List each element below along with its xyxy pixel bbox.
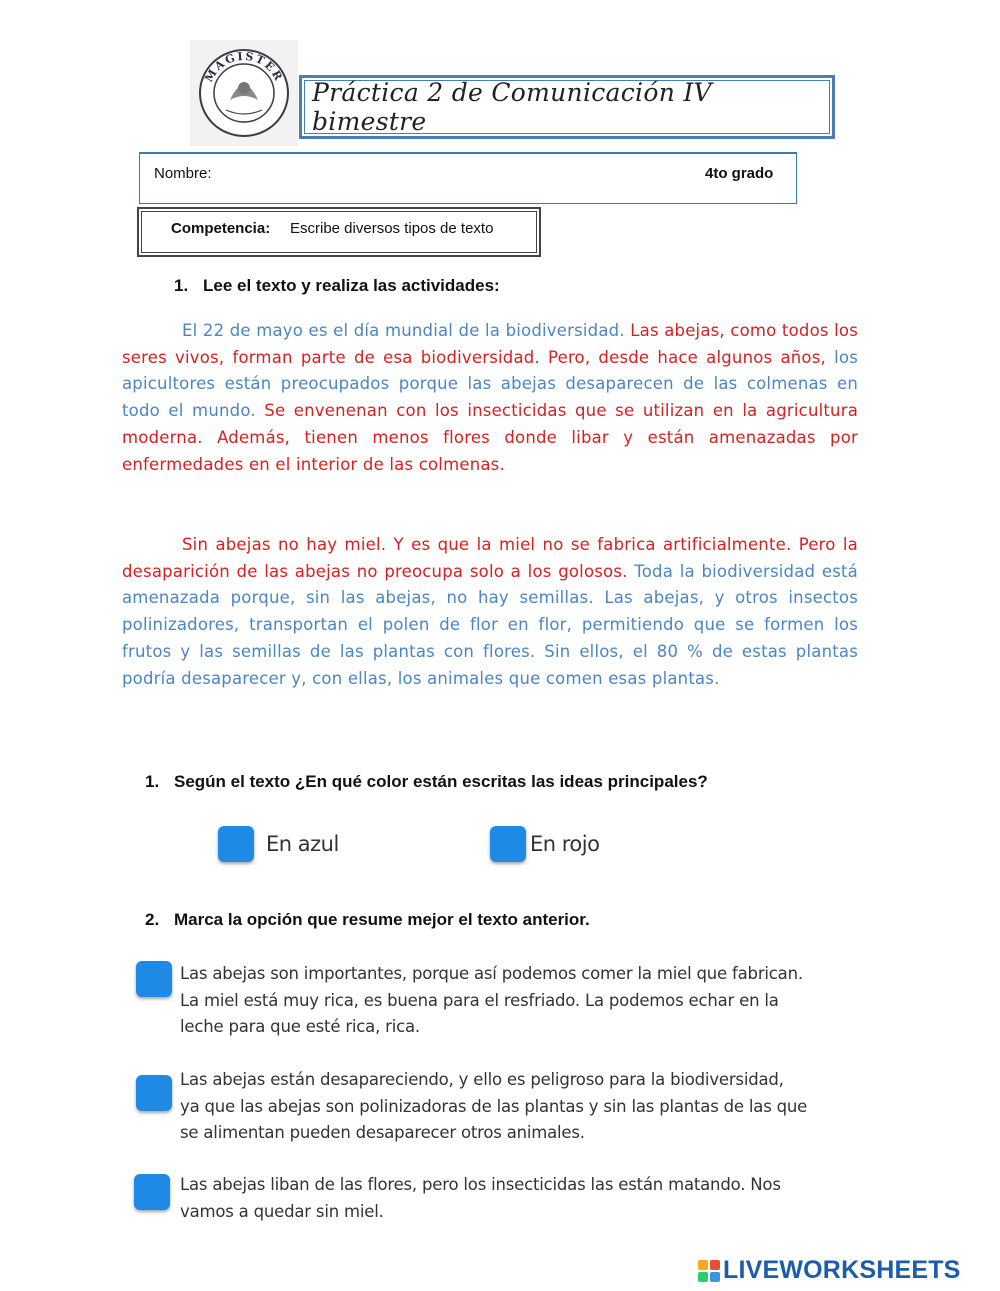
competencia-value: Escribe diversos tipos de texto xyxy=(290,220,494,237)
q2-option-1-text xyxy=(180,961,803,1041)
q1-option-rojo-checkbox[interactable] xyxy=(490,826,526,862)
brand-block xyxy=(698,1260,708,1270)
q2-option-3-checkbox[interactable] xyxy=(134,1174,170,1210)
brand-block xyxy=(710,1260,720,1270)
instruction-text: Lee el texto y realiza las actividades: xyxy=(203,276,500,295)
summary-line: Las abejas son importantes, porque así podemos comer la miel que fabrican. xyxy=(180,964,803,983)
school-logo xyxy=(190,40,298,146)
q2-option-3-text xyxy=(180,1172,781,1225)
summary-line: vamos a quedar sin miel. xyxy=(180,1201,384,1221)
passage-segment: Toda la biodiversidad está amenazada porque, sin las abejas, no hay semillas. Las abejas, y otros insectos polinizadores, transportan el polen de flor en flor, permitiendo que se formen los frutos y las semillas de las plantas con flores. Sin ellos, el 80 % de estas plantas podría desaparecer y, con ellas, los animales que comen esas plantas. xyxy=(122,561,858,688)
competencia-box xyxy=(137,207,541,257)
question-2-number: 2. xyxy=(145,910,160,929)
school-seal-icon xyxy=(190,40,298,146)
passage-paragraph-2 xyxy=(122,532,858,692)
q1-option-azul-checkbox[interactable] xyxy=(218,826,254,862)
question-1-text: Según el texto ¿En qué color están escritas las ideas principales? xyxy=(174,772,708,791)
passage-paragraph-1 xyxy=(122,318,858,478)
student-info-box xyxy=(139,152,797,204)
q2-option-1-checkbox[interactable] xyxy=(136,961,172,997)
q1-option-azul-label: En azul xyxy=(266,832,339,856)
grade-label: 4to grado xyxy=(705,165,774,182)
passage-segment: El 22 de mayo es el día mundial de la biodiversidad. xyxy=(182,321,631,340)
nombre-label: Nombre: xyxy=(154,165,212,182)
liveworksheets-brand xyxy=(698,1256,961,1285)
passage-segment: Las abejas, como todos los seres vivos, forman parte de esa biodiversidad. Pero, desde hace algunos años, xyxy=(122,321,859,367)
question-1-number: 1. xyxy=(145,772,160,791)
brand-block xyxy=(710,1272,720,1282)
question-2-text: Marca la opción que resume mejor el texto anterior. xyxy=(174,910,590,929)
summary-line: leche para que esté rica, rica. xyxy=(180,1017,420,1036)
brand-text: LIVEWORKSHEETS xyxy=(723,1256,961,1284)
q2-option-2-text xyxy=(180,1067,807,1147)
svg-text:MAGISTER: MAGISTER xyxy=(202,49,286,85)
summary-line: Las abejas liban de las flores, pero los insecticidas las están matando. Nos xyxy=(180,1175,781,1194)
passage-segment: Sin abejas no hay miel. Y es que la miel no se fabrica artificialmente. Pero la desaparición de las abejas no preocupa solo a los golosos. xyxy=(122,535,858,581)
competencia-label: Competencia: xyxy=(171,220,271,237)
brand-logo-icon xyxy=(698,1260,720,1282)
page-title: Práctica 2 de Comunicación IV bimestre xyxy=(312,78,712,136)
passage-segment: los apicultores están preocupados porque las abejas desaparecen de las colmenas en todo el mundo. xyxy=(122,347,858,421)
passage-segment: Se envenenan con los insecticidas que se utilizan en la agricultura moderna. Además, tienen menos flores donde libar y están amenazadas por enfermedades en el interior de las colmenas. xyxy=(122,401,859,474)
q1-option-rojo-label: En rojo xyxy=(530,832,600,856)
brand-block xyxy=(698,1272,708,1282)
title-box xyxy=(299,75,835,139)
summary-line: ya que las abejas son polinizadoras de las plantas y sin las plantas de las que xyxy=(180,1096,808,1116)
q2-option-2-checkbox[interactable] xyxy=(136,1075,172,1111)
summary-line: Las abejas están desapareciendo, y ello es peligroso para la biodiversidad, xyxy=(180,1070,784,1089)
summary-line: se alimentan pueden desaparecer otros animales. xyxy=(180,1123,585,1142)
summary-line: La miel está muy rica, es buena para el resfriado. La podemos echar en la xyxy=(180,990,779,1010)
instruction-number: 1. xyxy=(174,276,189,295)
